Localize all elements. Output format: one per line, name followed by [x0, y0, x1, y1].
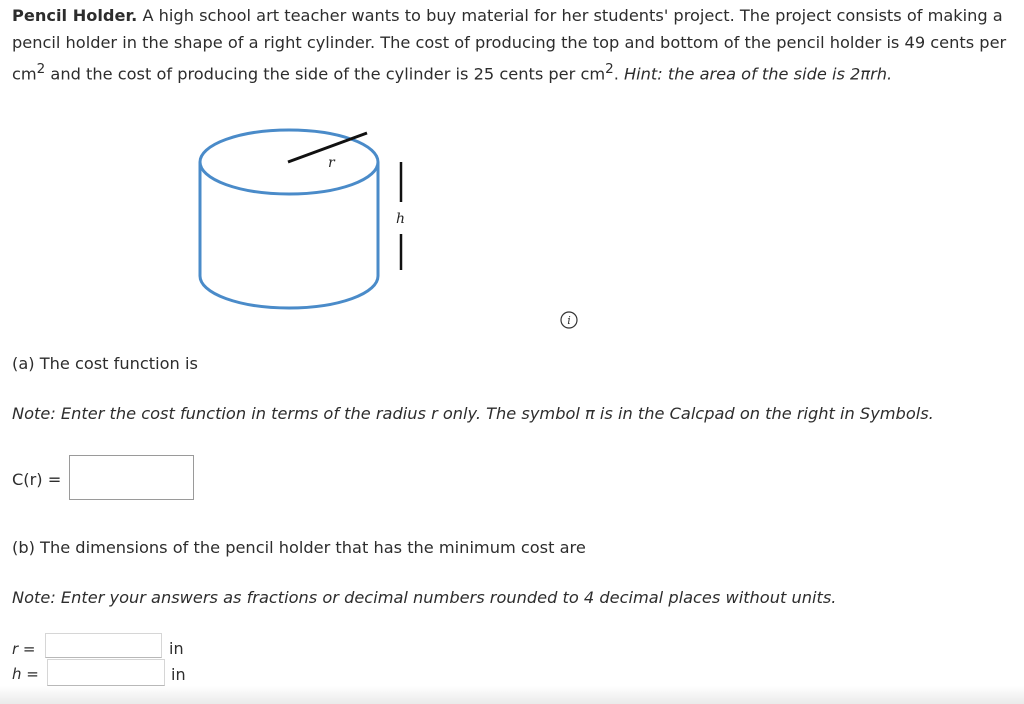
height-input[interactable]	[47, 659, 165, 686]
radius-unit: in	[169, 639, 184, 658]
cylinder-diagram	[190, 118, 420, 323]
problem-title: Pencil Holder.	[12, 6, 138, 25]
radius-label: r	[328, 155, 335, 171]
cost-function-label: C(r) =	[12, 470, 62, 489]
height-label: h	[396, 211, 406, 227]
bottom-fade	[0, 686, 1024, 704]
part-a-label: (a) The cost function is	[12, 354, 198, 373]
part-b-label: (b) The dimensions of the pencil holder that has the minimum cost are	[12, 538, 586, 557]
height-unit: in	[171, 665, 186, 684]
unit-exponent-2: 2	[605, 61, 614, 77]
problem-hint: Hint: the area of the side is 2πrh.	[624, 64, 893, 84]
radius-field-label: r =	[12, 640, 36, 658]
part-a-note: Note: Enter the cost function in terms of the radius r only. The symbol π is in the Calcpad on the right in Symbols.	[12, 404, 934, 423]
radius-input[interactable]	[45, 633, 162, 658]
problem-statement	[12, 2, 1012, 87]
problem-text-2: and the cost of producing the side of the cylinder is 25 cents per cm	[45, 64, 606, 84]
cost-function-input[interactable]	[69, 455, 194, 500]
problem-text-1: A high school art teacher wants to buy material for her students' project. The project consists of making a pencil holder in the shape of a right cylinder. The cost of producing the top and bottom of the pencil holder is 49 cents per cm	[12, 6, 1007, 84]
part-b-note: Note: Enter your answers as fractions or decimal numbers rounded to 4 decimal places without units.	[12, 588, 837, 607]
unit-exponent-1: 2	[36, 61, 46, 77]
svg-text:i: i	[567, 314, 571, 327]
height-field-label: h =	[12, 665, 39, 683]
cylinder-bottom-arc	[200, 276, 378, 308]
info-icon[interactable]	[560, 311, 578, 329]
problem-text-3: .	[613, 64, 624, 84]
